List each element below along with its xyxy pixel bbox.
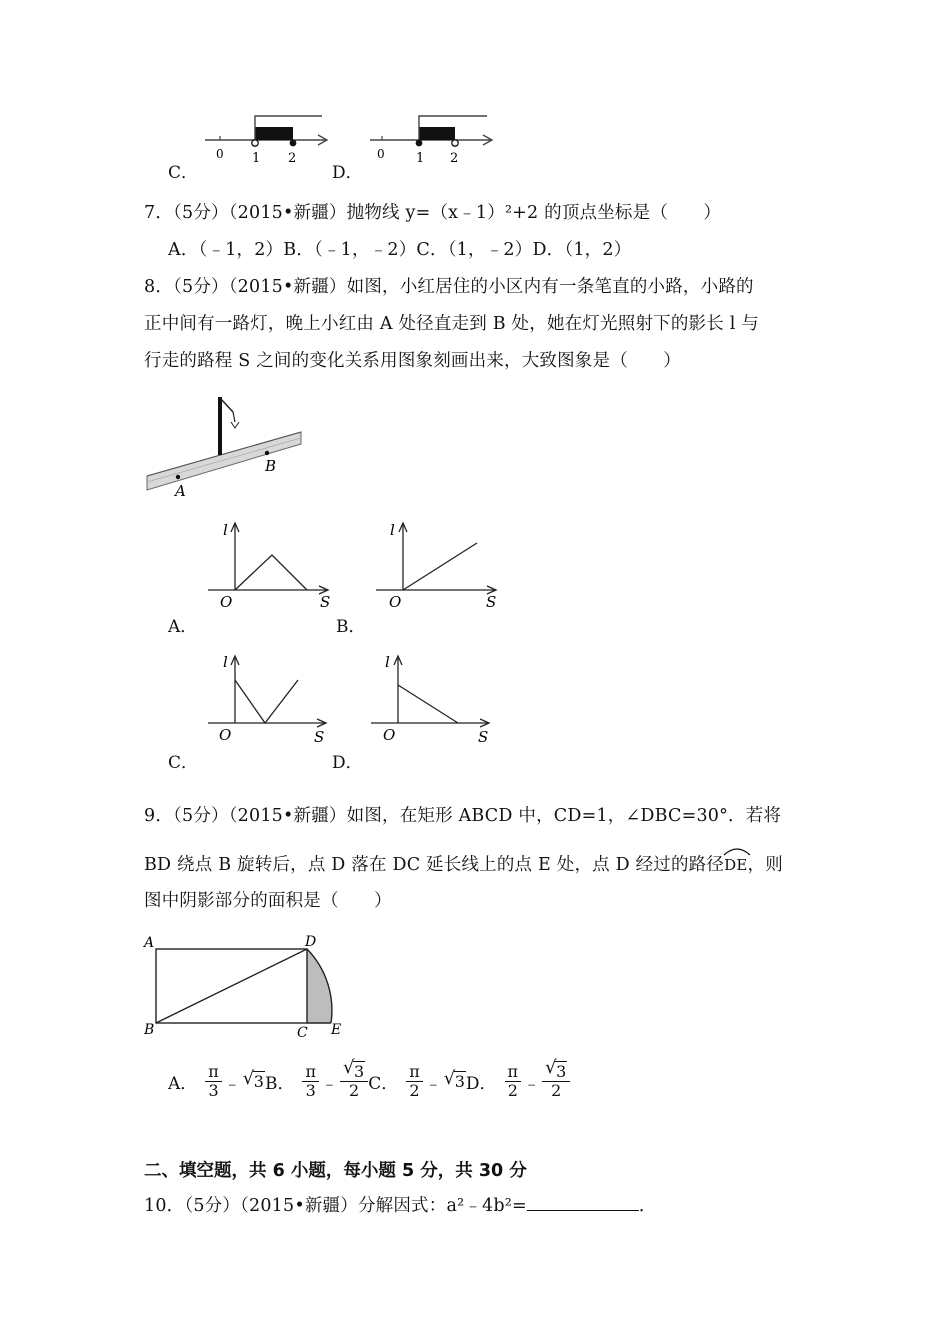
q9c-sqrt: √ 3 <box>443 1068 465 1091</box>
svg-text:C: C <box>297 1025 308 1040</box>
q6d-tick-0: 0 <box>377 147 385 161</box>
q8-street-figure <box>143 392 308 504</box>
q8-option-b-label: B． <box>336 617 366 637</box>
q6-option-c-label: C． <box>168 163 199 183</box>
svg-text:O: O <box>220 593 233 611</box>
q9d-fraction-sqrt: √ 3 2 <box>542 1063 570 1100</box>
q9a-fraction: $\frac{\pi}{3}$ <box>205 1063 222 1100</box>
svg-text:l: l <box>390 521 395 539</box>
q7-options: A．（﹣1，2）B．（﹣1，﹣2）C．（1，﹣2）D．（1，2） <box>168 240 632 260</box>
q8-option-a-label: A． <box>168 617 198 637</box>
q9d-fraction-pi: $\frac{\pi}{2}$ <box>505 1063 522 1100</box>
q8-stem-line-1: 8．（5分）（2015•新疆）如图，小红居住的小区内有一条笔直的小路，小路的 <box>144 277 754 297</box>
q8-graph-d <box>365 650 500 750</box>
q9-options: A． $\frac{\pi}{3}$ ﹣ √ 3 B． $\frac{\pi}{3}$ ﹣ √ 3 2 C． $\frac{\pi}{2}$ ﹣ √ 3 D． $\frac{\pi}{2}$ ﹣ √ 3 2 <box>168 1063 570 1100</box>
section-2-heading: 二、填空题，共 6 小题，每小题 5 分，共 30 分 <box>144 1161 527 1181</box>
svg-text:S: S <box>486 593 497 611</box>
q7-stem: 7．（5分）（2015•新疆）抛物线 y=（x﹣1）²+2 的顶点坐标是（ ） <box>144 203 722 223</box>
q6c-tick-1: 1 <box>252 151 261 166</box>
q9-rectangle-figure <box>140 930 360 1040</box>
q6-number-line-d <box>365 108 505 168</box>
lamp-pole <box>218 397 222 455</box>
q8-label-b: B <box>265 457 277 475</box>
q9-stem-line-2: BD 绕点 B 旋转后，点 D 落在 DC 延长线上的点 E 处，点 D 经过的路径 DE，则 <box>144 853 783 877</box>
svg-text:l: l <box>223 653 228 671</box>
svg-text:l: l <box>385 653 390 671</box>
svg-text:B: B <box>144 1022 155 1038</box>
q8-option-c-label: C． <box>168 753 199 773</box>
svg-text:l: l <box>223 521 228 539</box>
q8-graph-c <box>200 650 335 750</box>
q10-answer-blank[interactable] <box>527 1194 639 1211</box>
q9-stem-line-1: 9．（5分）（2015•新疆）如图，在矩形 ABCD 中，CD=1，∠DBC=30°．若将 <box>144 806 782 826</box>
point-a <box>176 475 180 479</box>
q6-number-line-c <box>200 108 340 168</box>
q9-stem-line-3: 图中阴影部分的面积是（ ） <box>144 891 392 911</box>
svg-text:D: D <box>305 934 317 950</box>
q8-label-a: A <box>175 482 186 500</box>
q9b-fraction-sqrt: √ 3 2 <box>340 1063 368 1100</box>
svg-text:O: O <box>383 726 396 744</box>
svg-text:S: S <box>314 728 325 746</box>
point-b <box>265 451 269 455</box>
q9b-fraction-pi: $\frac{\pi}{3}$ <box>302 1063 319 1100</box>
svg-text:S: S <box>478 728 489 746</box>
svg-text:S: S <box>320 593 331 611</box>
q9c-fraction: $\frac{\pi}{2}$ <box>406 1063 423 1100</box>
q6d-tick-2: 2 <box>450 151 459 166</box>
q8-stem-line-2: 正中间有一路灯，晚上小红由 A 处径直走到 B 处，她在灯光照射下的影长 l 与 <box>144 314 759 334</box>
q8-graph-b <box>370 515 505 615</box>
svg-text:A: A <box>144 935 155 951</box>
q6-option-d-label: D． <box>332 163 363 183</box>
q10-stem: 10．（5分）（2015•新疆）分解因式：a²﹣4b²= ． <box>144 1196 657 1216</box>
svg-text:E: E <box>331 1022 342 1038</box>
q6c-tick-0: 0 <box>216 147 224 161</box>
q9a-sqrt: √ 3 <box>242 1068 264 1091</box>
q8-option-d-label: D． <box>332 753 363 773</box>
q8-stem-line-3: 行走的路程 S 之间的变化关系用图象刻画出来，大致图象是（ ） <box>144 351 682 371</box>
svg-text:O: O <box>389 593 402 611</box>
q6c-tick-2: 2 <box>288 151 297 166</box>
arc-de: DE <box>724 853 747 877</box>
svg-text:O: O <box>219 726 232 744</box>
q8-graph-a <box>200 515 335 615</box>
q6d-tick-1: 1 <box>416 151 425 166</box>
